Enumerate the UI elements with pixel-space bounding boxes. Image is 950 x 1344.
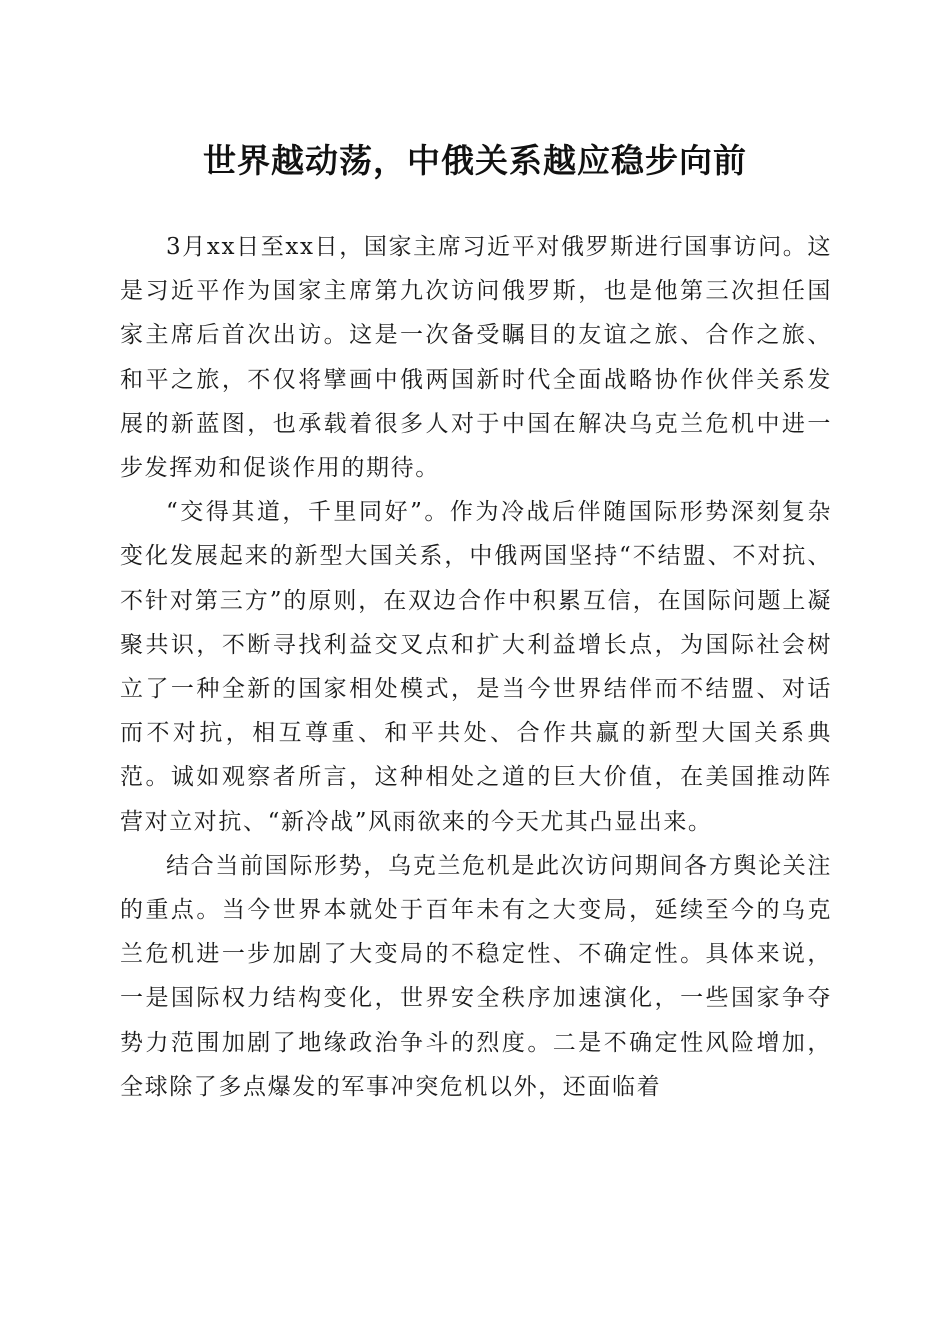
document-title: 世界越动荡，中俄关系越应稳步向前 (203, 141, 747, 180)
paragraph-1: 3月xx日至xx日，国家主席习近平对俄罗斯进行国事访问。这是习近平作为国家主席第九次访问俄罗斯，也是他第三次担任国家主席后首次出访。这是一次备受瞩目的友谊之旅、合作之旅、和平之旅，不仅将擘画中俄两国新时代全面战略协作伙伴关系发展的新蓝图，也承载着很多人对于中国在解决乌克兰危机中进一步发挥劝和促谈作用的期待。 (120, 234, 832, 482)
document-body (120, 225, 832, 1109)
paragraph-3: 结合当前国际形势，乌克兰危机是此次访问期间各方舆论关注的重点。当今世界本就处于百年未有之大变局，延续至今的乌克兰危机进一步加剧了大变局的不稳定性、不确定性。具体来说，一是国际权力结构变化，世界安全秩序加速演化，一些国家争夺势力范围加剧了地缘政治争斗的烈度。二是不确定性风险增加，全球除了多点爆发的军事冲突危机以外，还面临着 (120, 852, 832, 1100)
paragraph-2: “交得其道，千里同好”。作为冷战后伴随国际形势深刻复杂变化发展起来的新型大国关系，中俄两国坚持“不结盟、不对抗、不针对第三方”的原则，在双边合作中积累互信，在国际问题上凝聚共识，不断寻找利益交叉点和扩大利益增长点，为国际社会树立了一种全新的国家相处模式，是当今世界结伴而不结盟、对话而不对抗，相互尊重、和平共处、合作共赢的新型大国关系典范。诚如观察者所言，这种相处之道的巨大价值，在美国推动阵营对立对抗、“新冷战”风雨欲来的今天尤其凸显出来。 (120, 499, 832, 835)
